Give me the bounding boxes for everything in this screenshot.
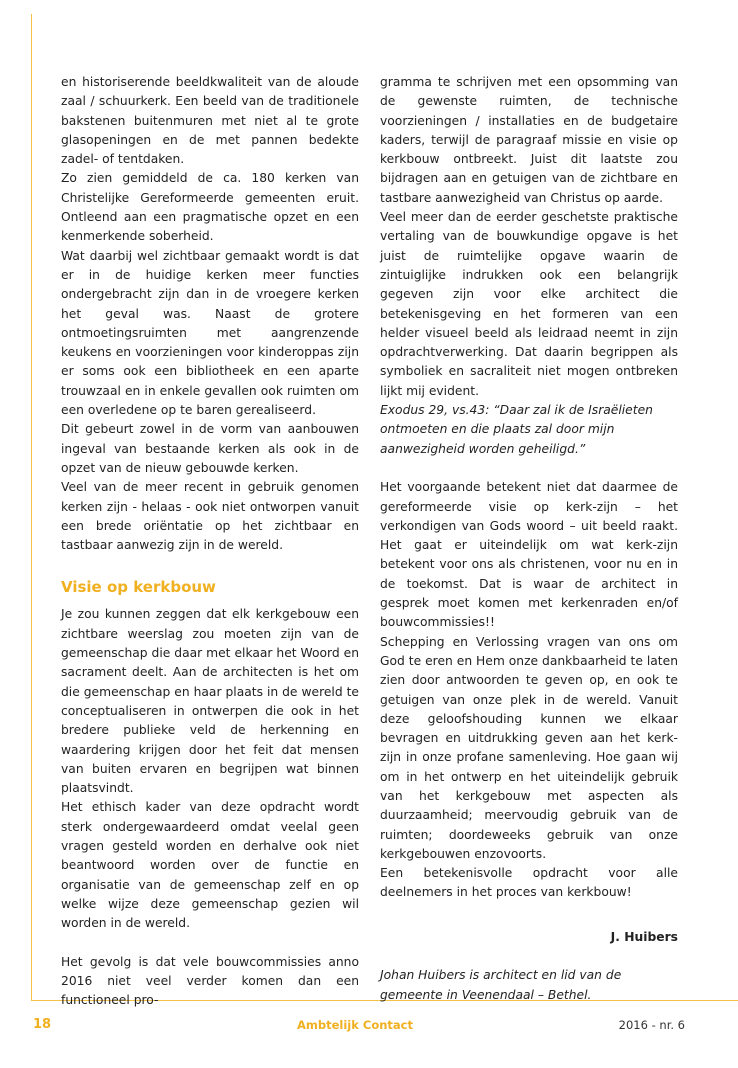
paragraph: Het ethisch kader van deze opdracht wordt sterk ondergewaardeerd omdat veelal geen vragen gesteld worden en derhalve ook niet beantwoord worden over de functie en organisatie van de gemeenschap zelf en op welke wijze deze gemeenschap gezien wil worden in de wereld. bbox=[61, 800, 359, 931]
paragraph: gramma te schrijven met een opsomming van de gewenste ruimten, de technische voorzieningen / installaties en de budgetaire kaders, terwijl de paragraaf missie en visie op kerkbouw ontbreekt. Juist dit laatste zou bijdragen aan en getuigen van de zichtbare en tastbare aanwezigheid van Christus op aarde. bbox=[380, 75, 678, 205]
left-column bbox=[61, 73, 359, 1011]
paragraph: Dit gebeurt zowel in de vorm van aanbouwen ingeval van bestaande kerken als ook in de opzet van de nieuw gebouwde kerken. bbox=[61, 422, 359, 475]
author-bio: Johan Huibers is architect en lid van de gemeente in Veenendaal – Bethel. bbox=[380, 968, 622, 1002]
page-number: 18 bbox=[33, 1017, 52, 1032]
paragraph: Wat daarbij wel zichtbaar gemaakt wordt is dat er in de huidige kerken meer functies ondergebracht zijn dan in de vroegere kerken het geval was. Naast de grotere ontmoetingsruimten met aangrenzende keukens en voorzieningen voor kinderoppas zijn er soms ook een bibliotheek en een aparte trouwzaal en in enkele gevallen ook ruimten om een overledene op te baren gerealiseerd. bbox=[61, 248, 359, 418]
paragraph: Veel van de meer recent in gebruik genomen kerken zijn - helaas - ook niet ontworpen vanuit een brede oriëntatie op het zichtbaar en tastbaar aanwezig zijn in de wereld. bbox=[61, 480, 359, 553]
author-signature: J. Huibers bbox=[610, 929, 678, 944]
section-heading: Visie op kerkbouw bbox=[61, 578, 216, 597]
paragraph: en historiserende beeldkwaliteit van de aloude zaal / schuurkerk. Een beeld van de traditionele bakstenen buitenmuren met niet al te grote glasopeningen en de met pannen bedekte zadel- of tentdaken. bbox=[61, 75, 359, 167]
paragraph: Veel meer dan de eerder geschetste praktische vertaling van de bouwkundige opgave is het juist de ruimtelijke opgave waarin de zintuiglijke indrukken ook een belangrijk gegeven zijn voor elke architect die betekenisgeving en het formeren van een helder visueel beeld als leidraad neemt in zijn opdrachtverwerking. Dat daarin begrippen als symboliek en sacraliteit niet mogen ontbreken lijkt mij evident. bbox=[380, 210, 678, 398]
right-column bbox=[380, 73, 678, 1005]
paragraph: Het gevolg is dat vele bouwcommissies anno 2016 niet veel verder komen dan een functioneel pro- bbox=[61, 954, 359, 1008]
scripture-quote: Exodus 29, vs.43: “Daar zal ik de Israëlieten ontmoeten en die plaats zal door mijn aanwezigheid worden geheiligd.” bbox=[380, 403, 653, 456]
paragraph: Een betekenisvolle opdracht voor alle deelnemers in het proces van kerkbouw! bbox=[380, 866, 678, 900]
margin-rule-vertical bbox=[31, 14, 32, 1000]
magazine-title: Ambtelijk Contact bbox=[297, 1018, 413, 1032]
paragraph: Je zou kunnen zeggen dat elk kerkgebouw een zichtbare weerslag zou moeten zijn van de gemeenschap die daar met elkaar het Woord en sacrament deelt. Aan de architecten is het om die gemeenschap en haar plaats in de wereld te conceptualiseren in ontwerpen die ook in het bredere publieke veld de herkenning en waardering krijgen door het feit dat mensen van buiten ervaren en begrijpen wat binnen plaatsvindt. bbox=[61, 607, 359, 796]
paragraph: Schepping en Verlossing vragen van ons om God te eren en Hem onze dankbaarheid te laten zien door antwoorden te geven op, en ook te getuigen van onze plek in de wereld. Vanuit deze geloofshouding kunnen we elkaar bevragen en uitdrukking geven aan het kerk-zijn in onze profane samenleving. Hoe gaan wij om in het ontwerp en het uiteindelijk gebruik van het kerkgebouw met aspecten als duurzaamheid; meervoudig gebruik van de ruimten; doordeweeks gebruik van onze kerkgebouwen enzovoorts. bbox=[380, 634, 678, 861]
issue-label: 2016 - nr. 6 bbox=[618, 1018, 685, 1032]
paragraph: Zo zien gemiddeld de ca. 180 kerken van Christelijke Gereformeerde gemeenten eruit. Ontleend aan een pragmatische opzet en een kenmerkende soberheid. bbox=[61, 171, 359, 244]
paragraph: Het voorgaande betekent niet dat daarmee de gereformeerde visie op kerk-zijn – het verkondigen van Gods woord – uit beeld raakt. Het gaat er uiteindelijk om wat kerk-zijn betekent voor ons als christenen, voor nu en in de toekomst. Dat is waar de architect in gesprek moet komen met kerkenraden en/of bouwcommissies!! bbox=[380, 480, 678, 630]
